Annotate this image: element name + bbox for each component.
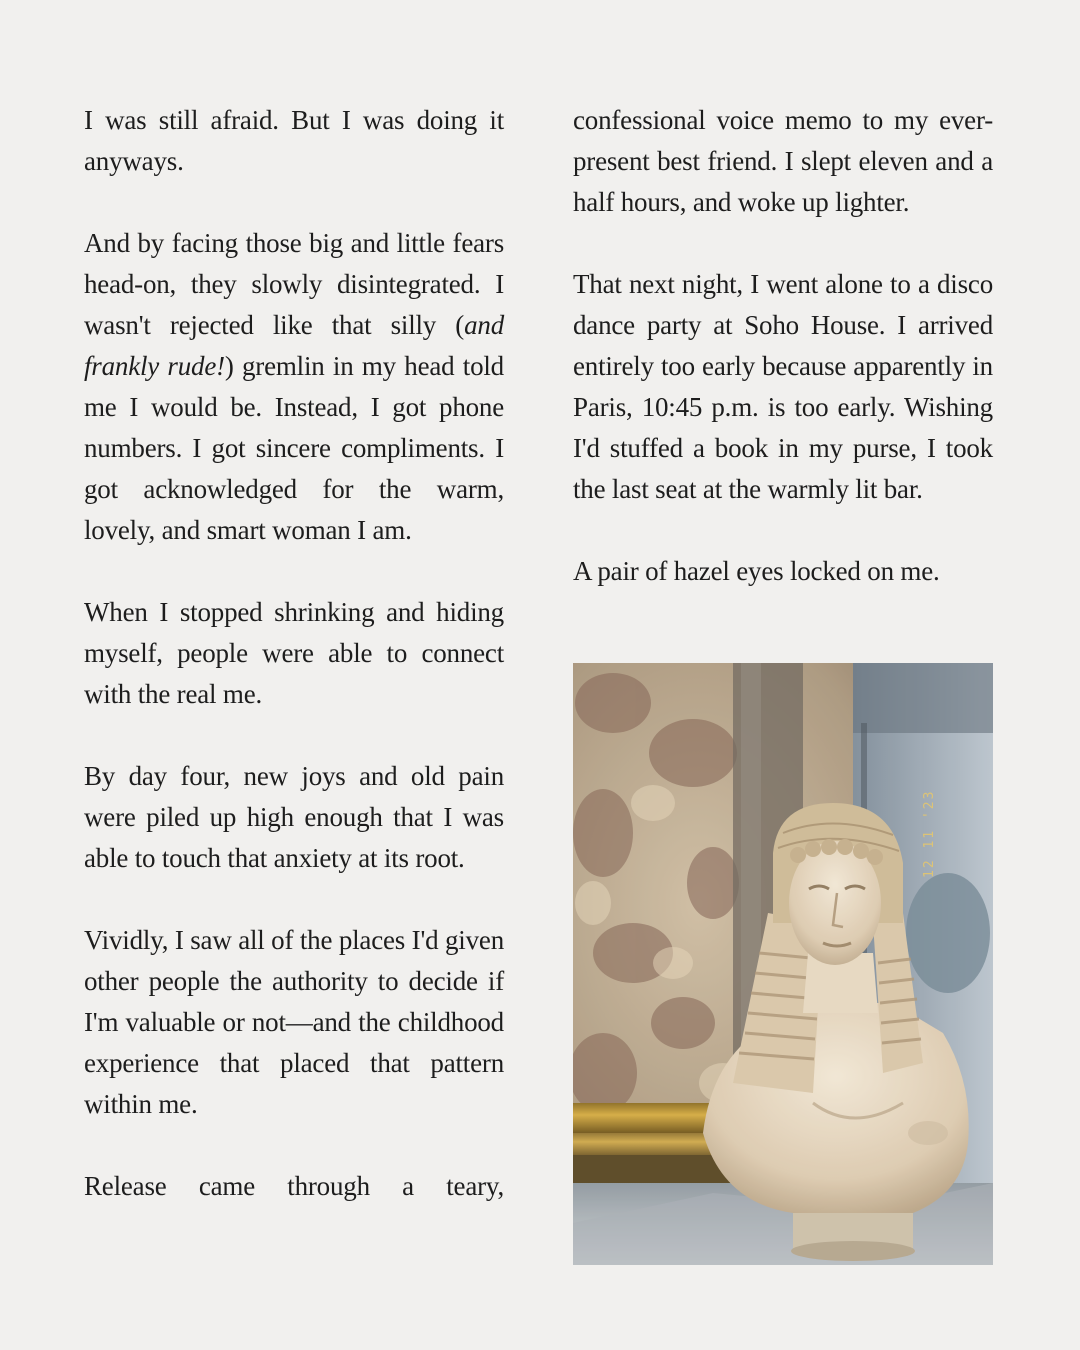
paragraph-1: I was still afraid. But I was doing it anyways.: [84, 105, 504, 176]
bust-illustration: [573, 663, 993, 1265]
paragraph-8: That next night, I went alone to a disco dance party at Soho House. I arrived entirely too early because apparently in Paris, 10:45 p.m. is too early. Wishing I'd stuffed a book in my purse, I took the last seat at the warmly lit bar.: [573, 269, 993, 504]
left-text-column: [84, 100, 504, 1248]
right-text-column: [573, 100, 993, 633]
paragraph-2-end: ) gremlin in my head told me I would be. Instead, I got phone numbers. I got sincere compliments. I got acknowledged for the warm, lovely, and smart woman I am.: [84, 351, 504, 545]
paragraph-2-italic: and frankly rude!: [84, 310, 504, 381]
photo-date-stamp: 12 11 '23: [922, 789, 937, 878]
paragraph-2: [84, 223, 504, 551]
paragraph-7: confessional voice memo to my ever-present best friend. I slept eleven and a half hours, and woke up lighter.: [573, 105, 993, 217]
paragraph-3: When I stopped shrinking and hiding myself, people were able to connect with the real me.: [84, 597, 504, 709]
paragraph-5: Vividly, I saw all of the places I'd given other people the authority to decide if I'm valuable or not—and the childhood experience that placed that pattern within me.: [84, 925, 504, 1119]
paragraph-9: A pair of hazel eyes locked on me.: [573, 556, 940, 586]
paragraph-6: Release came through a teary,: [84, 1171, 504, 1201]
paragraph-2-start: And by facing those big and little fears head-on, they slowly disintegrated. I wasn't rejected like that silly (: [84, 228, 504, 340]
bust-photo: [573, 663, 993, 1265]
paragraph-4: By day four, new joys and old pain were piled up high enough that I was able to touch that anxiety at its root.: [84, 761, 504, 873]
